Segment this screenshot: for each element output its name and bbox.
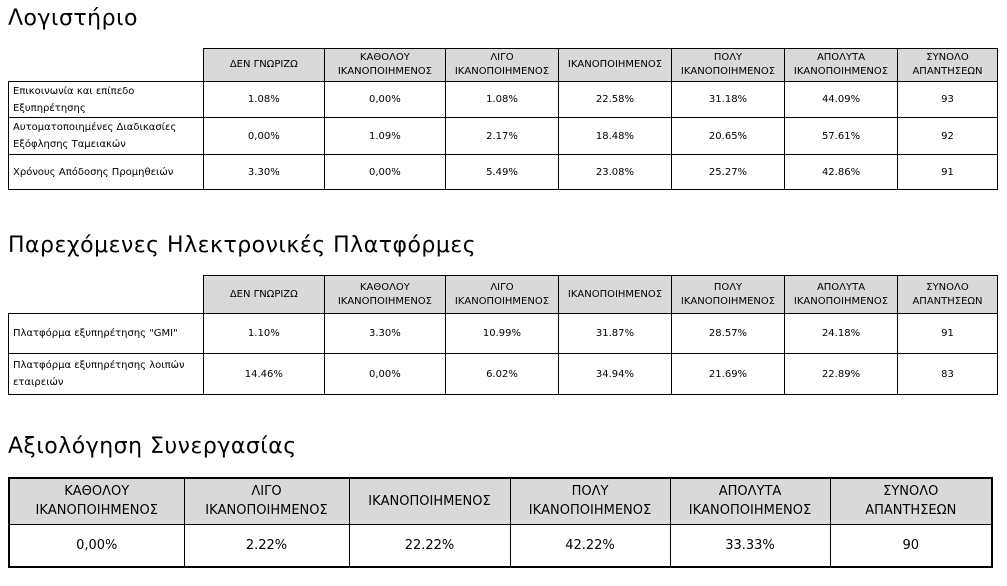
header-line: ΚΑΘΟΛΟΥ ΙΚΑΝΟΠΟΙΗΜΕΝΟΣ bbox=[337, 281, 432, 307]
header-cell: ΔΕΝ ΓΝΩΡΙΖΩ bbox=[203, 49, 324, 82]
cell-value: 24.18% bbox=[785, 314, 898, 354]
table-row bbox=[9, 524, 992, 567]
section-title-collaboration: Αξιολόγηση Συνεργασίας bbox=[8, 434, 297, 459]
table-row bbox=[9, 155, 998, 190]
cell-value: 1.08% bbox=[203, 82, 324, 118]
header-cell bbox=[445, 276, 558, 314]
cell-value: 42.22% bbox=[510, 524, 670, 567]
header-cell bbox=[324, 49, 445, 82]
cell-value: 21.69% bbox=[671, 354, 784, 395]
cell-value: 10.99% bbox=[445, 314, 558, 354]
header-cell bbox=[324, 276, 445, 314]
row-label-text: Πλατφόρμα εξυπηρέτησης λοιπών εταιρειών bbox=[13, 360, 185, 388]
header-cell: ΙΚΑΝΟΠΟΙΗΜΕΝΟΣ bbox=[558, 49, 671, 82]
cell-value: 22.58% bbox=[558, 82, 671, 118]
table-row bbox=[9, 354, 998, 395]
cell-value: 2.17% bbox=[445, 118, 558, 155]
header-cell: ΔΕΝ ΓΝΩΡΙΖΩ bbox=[203, 276, 324, 314]
row-label bbox=[9, 354, 204, 395]
header-line: ΑΠΟΛΥΤΑ ΙΚΑΝΟΠΟΙΗΜΕΝΟΣ bbox=[688, 484, 812, 519]
row-label-text: Πλατφόρμα εξυπηρέτησης "GMI" bbox=[13, 328, 178, 339]
table-row bbox=[9, 118, 998, 155]
cell-value: 1.10% bbox=[203, 314, 324, 354]
header-line: ΣΥΝΟΛΟ ΑΠΑΝΤΗΣΕΩΝ bbox=[912, 52, 983, 77]
cell-value: 44.09% bbox=[785, 82, 898, 118]
cell-value: 31.87% bbox=[558, 314, 671, 354]
header-cell bbox=[785, 276, 898, 314]
header-cell bbox=[510, 478, 670, 524]
row-label bbox=[9, 155, 204, 190]
header-cell bbox=[9, 478, 184, 524]
row-label-text: Αυτοματοποιημένες Διαδικασίες Εξόφλησης Ταμειακών bbox=[13, 122, 177, 150]
cell-value: 6.02% bbox=[445, 354, 558, 395]
cell-value: 0,00% bbox=[324, 155, 445, 190]
cell-value: 28.57% bbox=[671, 314, 784, 354]
cell-value: 0,00% bbox=[203, 118, 324, 155]
cell-value: 20.65% bbox=[671, 118, 784, 155]
table-header-row bbox=[9, 276, 998, 314]
header-line: ΠΟΛΥ ΙΚΑΝΟΠΟΙΗΜΕΝΟΣ bbox=[680, 281, 776, 307]
cell-value: 22.22% bbox=[349, 524, 510, 567]
collaboration-table bbox=[8, 477, 993, 568]
cell-value: 5.49% bbox=[445, 155, 558, 190]
header-spacer bbox=[9, 49, 204, 82]
cell-value: 90 bbox=[830, 524, 992, 567]
header-line: ΛΙΓΟ ΙΚΑΝΟΠΟΙΗΜΕΝΟΣ bbox=[454, 52, 550, 77]
table-row bbox=[9, 314, 998, 354]
header-cell bbox=[671, 276, 784, 314]
header-cell bbox=[898, 276, 998, 314]
header-line: ΠΟΛΥ ΙΚΑΝΟΠΟΙΗΜΕΝΟΣ bbox=[680, 52, 776, 77]
cell-value: 2.22% bbox=[184, 524, 349, 567]
cell-value: 3.30% bbox=[203, 155, 324, 190]
header-cell bbox=[898, 49, 998, 82]
cell-value: 0,00% bbox=[9, 524, 184, 567]
cell-value: 14.46% bbox=[203, 354, 324, 395]
cell-value: 93 bbox=[898, 82, 998, 118]
cell-value: 3.30% bbox=[324, 314, 445, 354]
accounting-table bbox=[8, 48, 998, 190]
cell-value: 34.94% bbox=[558, 354, 671, 395]
cell-value: 1.08% bbox=[445, 82, 558, 118]
cell-value: 22.89% bbox=[785, 354, 898, 395]
cell-value: 23.08% bbox=[558, 155, 671, 190]
section-title-accounting: Λογιστήριο bbox=[8, 6, 138, 31]
header-cell bbox=[785, 49, 898, 82]
cell-value: 83 bbox=[898, 354, 998, 395]
header-line: ΛΙΓΟ ΙΚΑΝΟΠΟΙΗΜΕΝΟΣ bbox=[454, 281, 550, 307]
row-label bbox=[9, 82, 204, 118]
cell-value: 1.09% bbox=[324, 118, 445, 155]
header-line: ΚΑΘΟΛΟΥ ΙΚΑΝΟΠΟΙΗΜΕΝΟΣ bbox=[35, 484, 158, 519]
row-label-text: Χρόνους Απόδοσης Προμηθειών bbox=[13, 166, 174, 178]
header-line: ΑΠΟΛΥΤΑ ΙΚΑΝΟΠΟΙΗΜΕΝΟΣ bbox=[793, 52, 889, 77]
header-cell: ΙΚΑΝΟΠΟΙΗΜΕΝΟΣ bbox=[349, 478, 510, 524]
table-header-row bbox=[9, 49, 998, 82]
cell-value: 57.61% bbox=[785, 118, 898, 155]
header-spacer bbox=[9, 276, 204, 314]
cell-value: 0,00% bbox=[324, 354, 445, 395]
header-line: ΛΙΓΟ ΙΚΑΝΟΠΟΙΗΜΕΝΟΣ bbox=[205, 484, 328, 519]
cell-value: 92 bbox=[898, 118, 998, 155]
header-line: ΚΑΘΟΛΟΥ ΙΚΑΝΟΠΟΙΗΜΕΝΟΣ bbox=[337, 52, 432, 77]
cell-value: 0,00% bbox=[324, 82, 445, 118]
platforms-table bbox=[8, 275, 998, 395]
header-cell bbox=[671, 49, 784, 82]
header-cell bbox=[670, 478, 830, 524]
cell-value: 18.48% bbox=[558, 118, 671, 155]
cell-value: 31.18% bbox=[671, 82, 784, 118]
header-cell bbox=[184, 478, 349, 524]
table-header-row bbox=[9, 478, 992, 524]
header-line: ΣΥΝΟΛΟ ΑΠΑΝΤΗΣΕΩΝ bbox=[865, 484, 957, 519]
row-label bbox=[9, 314, 204, 354]
row-label bbox=[9, 118, 204, 155]
header-cell bbox=[830, 478, 992, 524]
cell-value: 42.86% bbox=[785, 155, 898, 190]
cell-value: 33.33% bbox=[670, 524, 830, 567]
section-title-platforms: Παρεχόμενες Ηλεκτρονικές Πλατφόρμες bbox=[8, 233, 477, 258]
header-cell: ΙΚΑΝΟΠΟΙΗΜΕΝΟΣ bbox=[558, 276, 671, 314]
cell-value: 91 bbox=[898, 314, 998, 354]
header-line: ΣΥΝΟΛΟ ΑΠΑΝΤΗΣΕΩΝ bbox=[912, 281, 983, 307]
header-cell bbox=[445, 49, 558, 82]
row-label-text: Επικοινωνία και επίπεδο Εξυπηρέτησης bbox=[13, 85, 135, 114]
table-row bbox=[9, 82, 998, 118]
cell-value: 91 bbox=[898, 155, 998, 190]
header-line: ΑΠΟΛΥΤΑ ΙΚΑΝΟΠΟΙΗΜΕΝΟΣ bbox=[793, 281, 889, 307]
header-line: ΠΟΛΥ ΙΚΑΝΟΠΟΙΗΜΕΝΟΣ bbox=[528, 484, 652, 519]
cell-value: 25.27% bbox=[671, 155, 784, 190]
